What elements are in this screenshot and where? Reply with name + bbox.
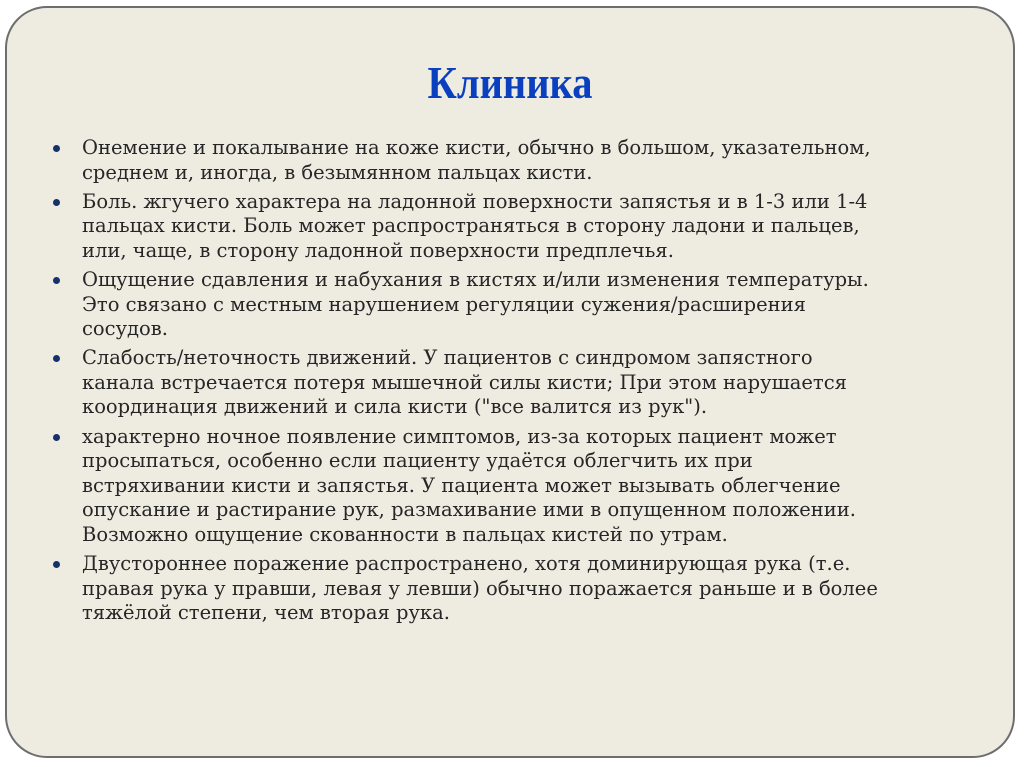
bullet-item xyxy=(53,190,993,264)
bullet-item xyxy=(53,346,993,420)
bullet-text-line: Это связано с местным нарушением регуляции сужения/расширения xyxy=(82,292,806,316)
bullet-text-line: среднем и, иногда, в безымянном пальцах кисти. xyxy=(82,160,593,184)
bullet-text-line: тяжёлой степени, чем вторая рука. xyxy=(82,601,450,625)
bullet-list xyxy=(53,136,993,630)
bullet-dot-icon xyxy=(53,434,60,441)
bullet-dot-icon xyxy=(53,145,60,152)
bullet-text-line: Слабость/неточность движений. У пациентов с синдромом запястного xyxy=(82,346,813,370)
bullet-text-line: пальцах кисти. Боль может распространяться в сторону ладони и пальцев, xyxy=(82,214,860,238)
bullet-text-line: координация движений и сила кисти ("все валится из рук"). xyxy=(82,395,708,419)
bullet-dot-icon xyxy=(53,199,60,206)
bullet-item xyxy=(53,136,993,185)
bullet-text-line: встряхивании кисти и запястья. У пациента может вызывать облегчение xyxy=(82,473,841,497)
bullet-item xyxy=(53,268,993,342)
bullet-text-line: характерно ночное появление симптомов, из-за которых пациент может xyxy=(82,424,837,448)
bullet-text-line: Онемение и покалывание на коже кисти, обычно в большом, указательном, xyxy=(82,136,871,159)
bullet-dot-icon xyxy=(53,277,60,284)
slide-title: Клиника xyxy=(427,57,593,108)
bullet-text-line: правая рука у правши, левая у левши) обычно поражается раньше и в более xyxy=(82,576,878,600)
bullet-text-line: сосудов. xyxy=(82,317,168,341)
bullet-text-line: Боль. жгучего характера на ладонной поверхности запястья и в 1-3 или 1-4 xyxy=(82,189,868,213)
bullet-text-line: Двустороннее поражение распространено, хотя доминирующая рука (т.е. xyxy=(82,552,851,575)
slide xyxy=(5,6,1015,758)
bullet-text-line: канала встречается потеря мышечной силы кисти; При этом нарушается xyxy=(82,370,847,394)
bullet-text-line: Ощущение сдавления и набухания в кистях и/или изменения температуры. xyxy=(82,267,869,291)
bullet-dot-icon xyxy=(53,561,60,568)
bullet-text-line: или, чаще, в сторону ладонной поверхности предплечья. xyxy=(82,238,674,262)
bullet-text-line: опускание и растирание рук, размахивание ими в опущенном положении. xyxy=(82,498,856,522)
bullet-text-line: просыпаться, особенно если пациенту удаётся облегчить их при xyxy=(82,449,753,473)
bullet-text-line: Возможно ощущение скованности в пальцах кистей по утрам. xyxy=(82,522,728,546)
bullet-item xyxy=(53,552,993,626)
bullet-item xyxy=(53,425,993,548)
bullet-dot-icon xyxy=(53,355,60,362)
